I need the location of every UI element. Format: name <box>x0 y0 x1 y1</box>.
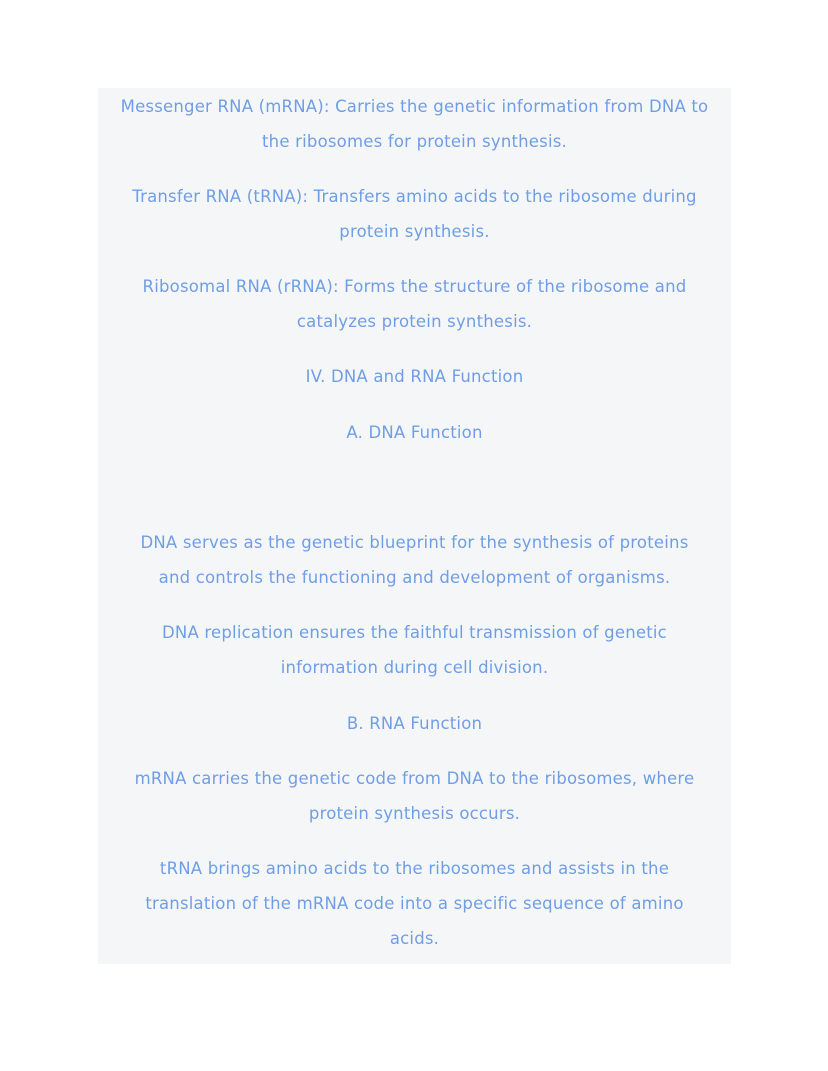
trna-definition-line-2: protein synthesis. <box>339 222 490 241</box>
mrna-function-line-1: mRNA carries the genetic code from DNA to the ribosomes, where <box>134 769 695 788</box>
trna-function-line-1: tRNA brings amino acids to the ribosomes and assists in the <box>159 859 670 878</box>
mrna-function-line-2: protein synthesis occurs. <box>308 804 521 823</box>
trna-function-line-3: acids. <box>389 929 440 948</box>
trna-function-line-2: translation of the mRNA code into a specific sequence of amino <box>145 894 684 913</box>
subsection-rna-heading: B. RNA Function <box>346 714 483 733</box>
dna-replication-line-1: DNA replication ensures the faithful transmission of genetic <box>162 623 667 642</box>
subsection-dna-heading: A. DNA Function <box>346 423 483 442</box>
mrna-definition-line-2: the ribosomes for protein synthesis. <box>262 132 567 151</box>
dna-blueprint-line-2: and controls the functioning and development of organisms. <box>158 568 671 587</box>
trna-definition-line-1: Transfer RNA (tRNA): Transfers amino acids to the ribosome during <box>132 187 697 206</box>
mrna-definition-line-1: Messenger RNA (mRNA): Carries the genetic information from DNA to <box>120 97 709 116</box>
section-heading: IV. DNA and RNA Function <box>305 367 524 386</box>
dna-blueprint-line-1: DNA serves as the genetic blueprint for the synthesis of proteins <box>140 533 689 552</box>
document-content-block <box>98 88 731 964</box>
dna-replication-line-2: information during cell division. <box>280 658 549 677</box>
rrna-definition-line-1: Ribosomal RNA (rRNA): Forms the structure of the ribosome and <box>142 277 687 296</box>
rrna-definition-line-2: catalyzes protein synthesis. <box>296 312 533 331</box>
